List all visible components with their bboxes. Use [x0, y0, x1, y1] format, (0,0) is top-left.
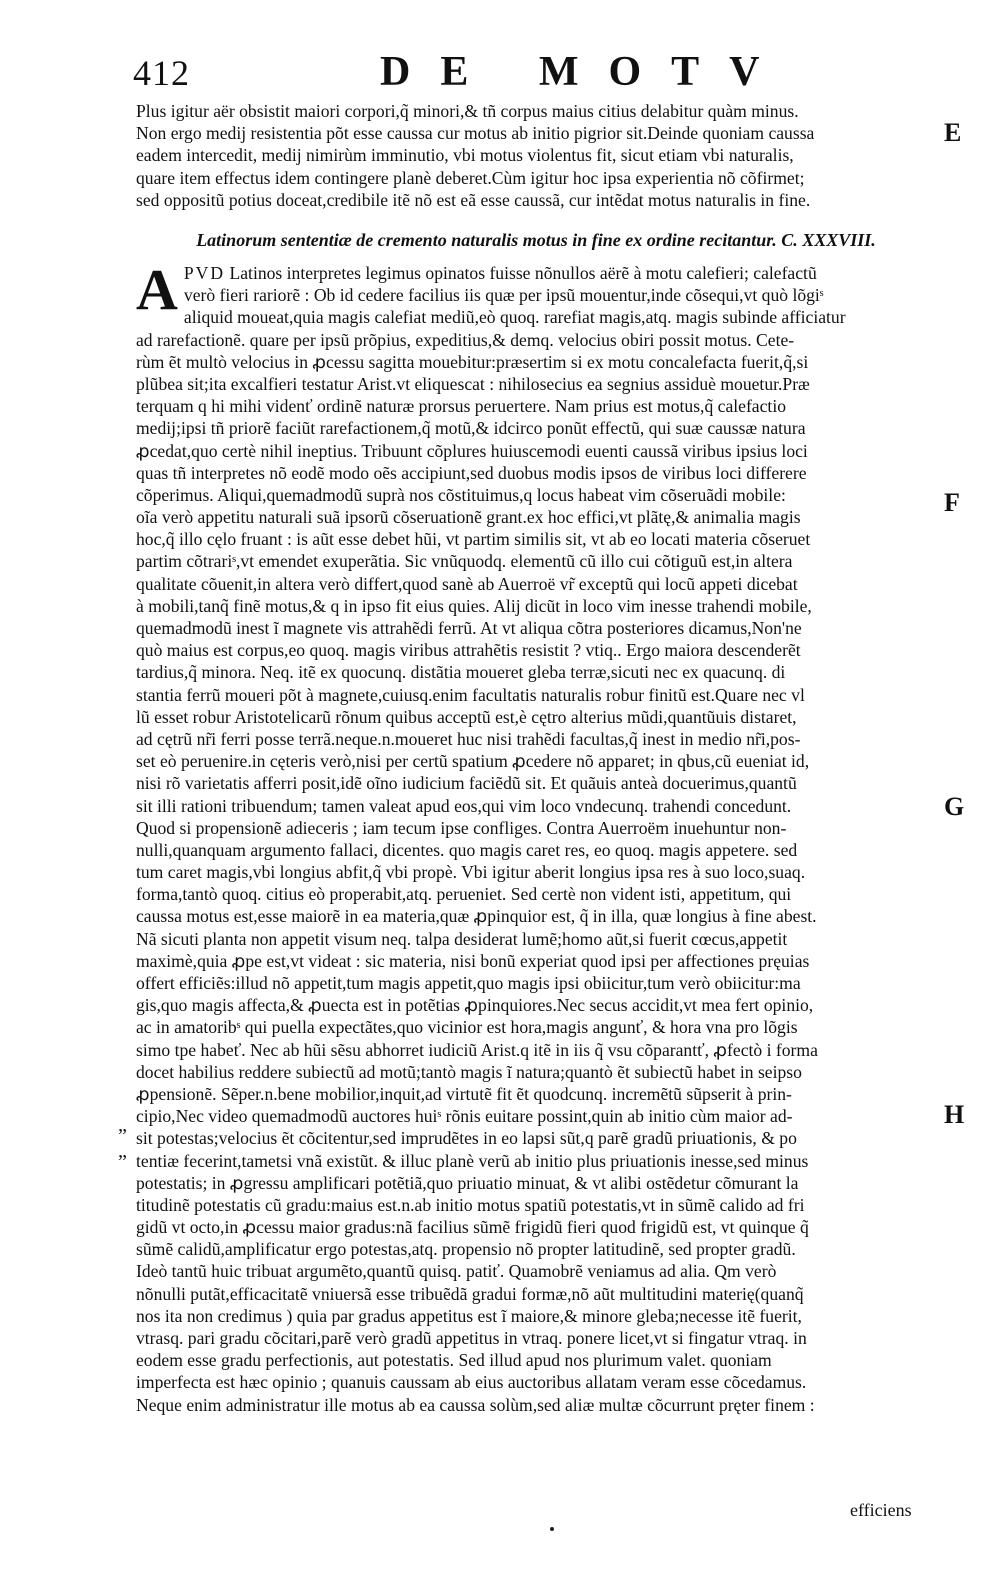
- text-line: ꝓpensionẽ. Sẽper.n.bene mobilior,inquit,ad virtutẽ fit ẽt quodcunq. incremẽtũ sũpserit à prin-: [136, 1083, 792, 1104]
- text-line: maximè,quia ꝓpe est,vt videat : sic materia, nisi bonũ experiat quod ipsi per affectiones pręuias: [136, 950, 810, 971]
- running-title: DE MOTV: [380, 49, 790, 95]
- margin-letter-f: F: [944, 488, 960, 517]
- text-line: hoc,q̃ illo cęlo fruant : is aũt esse debet hũi, vt partim similis sit, vt ab eo locati materia cõseruet: [136, 529, 811, 550]
- text-line: vtrasq. pari gradu cõcitari,parẽ verò gradũ appetitus in vtraq. ponere licet,vt si fingatur vtraq. in: [136, 1328, 807, 1348]
- text-line: Ideò tantũ huic tribuat argumẽto,quantũ quisq. patiť. Quamobrẽ veniamus ad alia. Qm verò: [136, 1261, 777, 1282]
- text-line: quemadmodũ inest ĩ magnete vis attrahẽdi ferrũ. At vt aliqua cõtra posteriores dicamus,Non'ne: [136, 618, 802, 638]
- text-line: tardius,q̃ minora. Neq. itẽ ex quocunq. distãtia moueret gleba terræ,sicuti nec ex quacunq. di: [136, 662, 786, 683]
- text-line: Neque enim administratur ille motus ab ea caussa solùm,sed aliæ multæ cõcurrunt pręter finem :: [136, 1394, 815, 1415]
- margin-letter-h: H: [944, 1100, 965, 1129]
- text-line: nõnulli putãt,efficacitatẽ vniuersã esse tribuẽdã gradui formæ,nõ aũt multitudini materię(quanq̃: [136, 1283, 804, 1304]
- text-line: rùm ẽt multò velocius in ꝓcessu sagitta mouebitur:præsertim si ex motu concalefacta fuerit,q̃,si: [136, 351, 809, 372]
- text-line: imperfecta est hæc opinio ; quanuis caussam ab eius auctoribus allatam veram esse cõcedamus.: [136, 1372, 807, 1393]
- first-word: PVD: [183, 263, 226, 283]
- text-line: quare item effectus idem contingere planè deberet.Cùm igitur hoc ipsa experientia nõ cõfirmet;: [136, 167, 805, 188]
- text-line: terquam q hi mihi videnť ordinẽ naturæ prorsus peruertere. Nam prius est motus,q̃ calefactio: [136, 396, 786, 417]
- text-line: qualitate cõuenit,in altera verò differt,quod sanè ab Auerroë vr̃ exceptũ qui locũ appeti dicebat: [136, 573, 798, 594]
- text-line: tentiæ fecerint,tametsi vnã existũt. & illuc planè verũ ab initio plus priuationis inesse,sed minus: [136, 1150, 809, 1171]
- text-line: sed oppositũ potius doceat,credibile itẽ nõ est eã esse caussã, cur intẽdat motus naturalis in fine.: [136, 189, 811, 210]
- text-line: partim cõtrariˢ,vt emendet exuperãtia. Sic vnũquodq. elementũ cũ illo cui cõtiguũ est,in altera: [136, 551, 793, 572]
- text-line: lũ esset robur Aristotelicarũ rõnum quibus acceptũ est,è cętro alterius mũdi,quantũuis distaret,: [136, 706, 797, 727]
- chapter-body: [136, 257, 936, 1416]
- page-number: 412: [133, 53, 190, 93]
- text-line: eadem intercedit, medij nimirùm imminutio, vbi motus violentus fit, sicut etiam vbi naturalis,: [136, 145, 794, 166]
- text-line: oĩa verò appetitu naturali suã ipsorũ cõseruationẽ grant.ex hoc effici,vt plãtę,& animalia magis: [136, 507, 801, 528]
- text-line: Plus igitur aër obsistit maiori corpori,q̃ minori,& tñ corpus maius citius delabitur quàm minus.: [136, 101, 799, 121]
- text-line: nos ita non credimus ) quia par gradus appetitus est ĩ maiore,& minore gleba;necesse itẽ fuerit,: [136, 1305, 802, 1326]
- text-line: aliquid moueat,quia magis calefiat mediũ,eò quoq. rarefiat magis,atq. magis subinde afficiatur: [183, 307, 846, 328]
- text-line: verò fieri rariorẽ : Ob id cedere facilius iis quæ per ipsũ mouentur,inde cõsequi,vt quò lõgiˢ: [183, 285, 824, 306]
- text-line: Nã sicuti planta non appetit visum neq. talpa desiderat lumẽ;homo aũt,si fuerit cœcus,appetit: [136, 928, 788, 949]
- text-line: gis,quo magis affecta,& ꝓuecta est in potẽtias ꝓpinquiores.Nec secus accidit,vt mea fert opinio,: [136, 995, 814, 1016]
- margin-letter-e: E: [944, 118, 962, 147]
- text-line: cõperimus. Aliqui,quemadmodũ suprà nos cõstituimus,q locus habeat vim cõseruãdi mobile:: [136, 484, 786, 505]
- text-line: forma,tantò quoq. citius eò properabit,atq. perueniet. Sed certè non vident isti, appetitum, qui: [136, 884, 792, 905]
- text-line: cipio,Nec video quemadmodũ auctores huiˢ rõnis euitare possint,quin ab initio cùm maior ad-: [136, 1106, 793, 1127]
- text-line: gidũ vt octo,in ꝓcessu maior gradus:nã facilius sũmẽ frigidũ fieri quod frigidũ est, vt quinque q̃: [136, 1217, 809, 1238]
- text-line: set eò peruenire.in cęteris verò,nisi per certũ spatium ꝓcedere nõ apparet; in qbus,cũ eueniat id,: [136, 751, 810, 772]
- text-line: sit potestas;velocius ẽt cõcitentur,sed imprudẽtes in eo lapsi sũt,q parẽ gradũ priuationis, & po: [136, 1128, 797, 1149]
- text-line: ac in amatoribˢ qui puella expectãtes,quo vicinior est hora,magis angunť, & hora vna pro lõgis: [136, 1017, 798, 1038]
- text-line: sit illi rationi tribuendum; tamen valeat apud eos,qui vim loco vndecunq. trahendi concedunt.: [136, 795, 792, 816]
- text-line: quò maius est corpus,eo quoq. magis viribus attrahẽtis resistit ? vtiq.. Ergo maiora descenderẽt: [136, 640, 801, 661]
- text-line: ad cętrũ nr̃i ferri posse terrã.neque.n.moueret huc nisi trahẽdi facultas,q̃ inest in medio nr̃i,pos-: [136, 728, 801, 749]
- margin-letter-g: G: [944, 792, 965, 821]
- text-line: potestatis; in ꝓgressu amplificari potẽtiã,quo priuatio minuat, & vt alibi ostẽdetur cõmurant la: [136, 1172, 799, 1193]
- text-line: ꝓcedat,quo certè nihil ineptius. Tribuunt cõplures huiuscemodi euenti caussã viribus ipsius loci: [136, 440, 808, 461]
- text-line: sũmẽ calidũ,amplificatur ergo potestas,atq. propensio nõ propter latitudinẽ, sed propter gradũ.: [136, 1239, 796, 1260]
- text-line: quas tñ interpretes nõ eodẽ modo oẽs accipiunt,sed duobus modis ipsos de viribus loci differere: [136, 462, 807, 483]
- text-line: docet habilius reddere subiectũ ad motũ;tantò magis ĩ natura;quantò ẽt subiectũ habet in seipso: [136, 1061, 802, 1082]
- quote-mark: „: [118, 1114, 127, 1136]
- quote-mark: „: [118, 1140, 127, 1162]
- opening-paragraph: [136, 100, 936, 211]
- text-line: [184, 262, 936, 284]
- text-line: Non ergo medij resistentia põt esse caussa cur motus ab initio pigrior sit.Deinde quoniam caussa: [136, 123, 815, 144]
- text-line: Quod si propensionẽ adieceris ; iam tecum ipse confliges. Contra Auerroëm inuehuntur non-: [136, 817, 787, 838]
- ink-dot: [550, 1527, 554, 1531]
- text-line: plũbea sit;ita excalfieri testatur Arist.vt eliquescat : nihilosecius ea segnius assiduè mouetur.Præ: [136, 373, 810, 394]
- text-line: eodem esse gradu perfectionis, aut potestatis. Sed illud apud nos plurimum valet. quoniam: [136, 1350, 772, 1371]
- drop-cap: A: [136, 257, 178, 322]
- text-line: à mobili,tanq̃ finẽ motus,& q in ipso fit eius quies. Alij dicũt in loco vim inesse trahendi mobile,: [136, 595, 812, 616]
- text-line: tum caret magis,vbi longius abfit,q̃ vbi propè. Vbi igitur aberit longius ipsa res à suo loco,suaq.: [136, 862, 806, 883]
- text-line: nulli,quanquam argumento fallaci, dicentes. quo magis caret res, eo quoq. magis appetere. sed: [136, 839, 798, 860]
- text-line: simo tpe habeť. Nec ab hũi sẽsu abhorret iudiciũ Arist.q itẽ in iis q̃ vsu cõparantť, ꝓfectò i forma: [136, 1039, 818, 1060]
- text-line: stantia ferrũ moueri põt à magnete,cuiusq.enim facultatis naturalis robur finitũ est.Quare nec vl: [136, 684, 805, 705]
- text-line: medij;ipsi tñ priorẽ faciũt rarefactionem,q̃ motũ,& idcirco ponũt effectũ, qui suæ caussæ natura: [136, 418, 806, 439]
- text-line: offert efficiẽs:illud nõ appetit,tum magis appetit,quo magis ipsi obiicitur,tum verò obiicitur:ma: [136, 973, 801, 993]
- text-line: titudinẽ potestatis cũ gradu:maius est.n.ab initio motus spatiũ potestatis,vt in sũmẽ calido ad fri: [136, 1194, 805, 1215]
- catchword: efficiens: [850, 1500, 912, 1520]
- text-line: ad rarefactionẽ. quare per ipsũ prõpius, expeditius,& demq. velocius obiri possit motus. Cete-: [136, 329, 795, 350]
- first-line-text: Latinos interpretes legimus opinatos fuisse nõnullos aërẽ à motu calefieri; calefactũ: [229, 263, 817, 283]
- text-line: nisi rõ varietatis afferri posit,idẽ oĩno iudicium faciẽdũ sit. Et quãuis anteà docuerimus,quantũ: [136, 773, 797, 794]
- text-line: caussa motus est,esse maiorẽ in ea materia,quæ ꝓpinquior est, q̃ in illa, quæ longius à fine abest.: [136, 906, 817, 927]
- chapter-heading: Latinorum sententiæ de cremento naturalis motus in fine ex ordine recitantur. C. XXXVIII.: [196, 230, 876, 250]
